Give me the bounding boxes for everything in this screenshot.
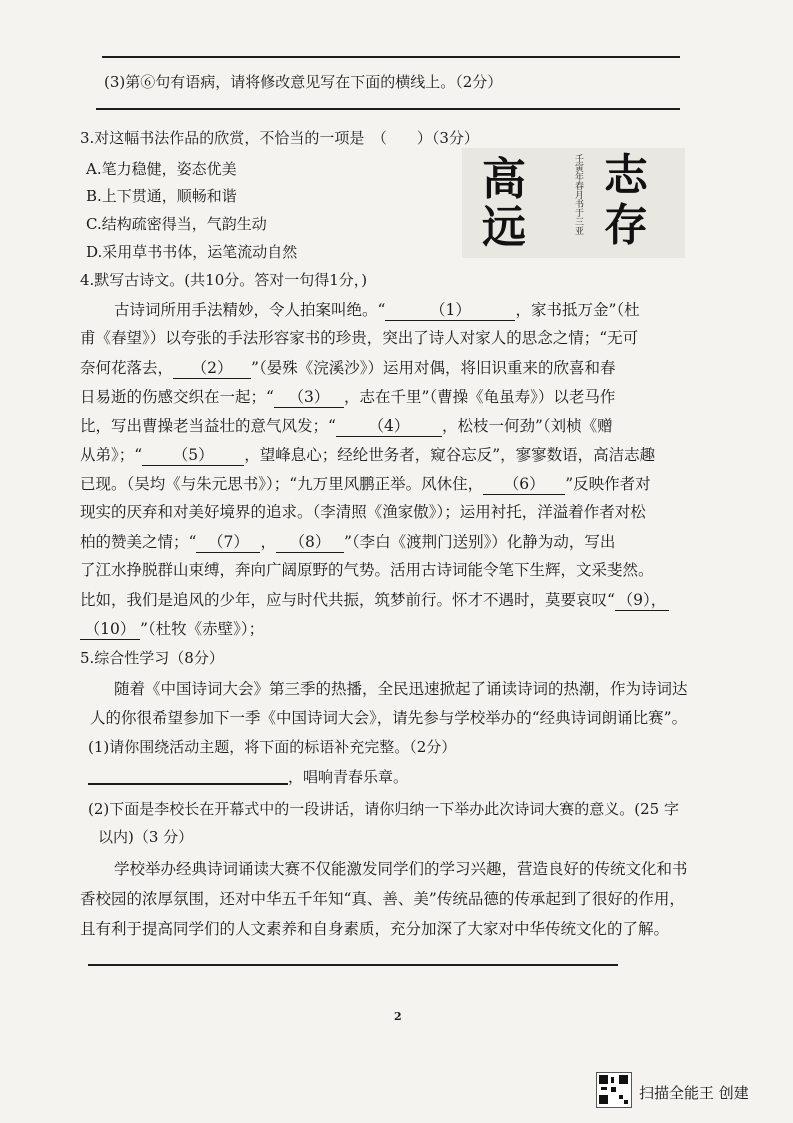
q3-option-d: D.采用草书书体，运笔流动自然 [86,243,298,261]
q4-line-6: 从弟》；“ （5） ，望峰息心；经纶世务者，窥谷忘反”，寥寥数语，高洁志趣 [80,446,656,464]
q5-part-1: (1)请你围绕活动主题，将下面的标语补充完整。（2分） [88,738,457,756]
blank-4[interactable]: （4） [336,418,442,437]
q3-option-c: C.结构疏密得当，气韵生动 [86,215,267,233]
blank-7[interactable]: （7） [196,534,260,553]
calligraphy-signature: 壬寅年春月书于三亚 [573,154,583,235]
q3-stem: 3.对这幅书法作品的欣赏，不恰当的一项是 （ ）（3分） [80,129,479,147]
calligraphy-char: 高 [482,154,526,205]
q5-part-2a: (2)下面是李校长在开幕式中的一段讲话，请你归纳一下举办此次诗词大赛的意义。(25 字 [88,800,679,818]
slogan-end: ，唱响青春乐章。 [288,768,409,786]
scanner-watermark: 扫描全能王 创建 [639,1084,749,1102]
answer-line-q2-3 [96,108,680,110]
q5-intro-2: 人的你很希望参加下一季《中国诗词大会》，请先参与学校举办的“经典诗词朗诵比赛”。 [90,709,688,727]
blank-3[interactable]: （3） [274,389,344,408]
q4-line-10: 了江水挣脱群山束缚，奔向广阔原野的气势。活用古诗词能令笔下生辉，文采斐然。 [80,561,654,579]
q4-line-2: 甫《春望》）以夸张的手法形容家书的珍贵，突出了诗人对家人的思念之情；“无可 [80,329,639,347]
q4-line-7: 已现。（吴均《与朱元思书》）；“九万里风鹏正举。风休住， （6） ”反映作者对 [80,475,651,493]
blank-2[interactable]: （2） [173,360,251,379]
slogan-answer-line[interactable] [88,783,288,785]
blank-5[interactable]: （5） [142,447,244,466]
q3-option-b: B.上下贯通，顺畅和谐 [86,187,237,205]
calligraphy-char: 远 [482,202,526,253]
page-number: 2 [394,1010,402,1023]
calligraphy-image [462,148,685,258]
blank-10[interactable]: （10） [80,621,140,640]
q4-stem: 4.默写古诗文。(共10分。答对一句得1分，) [80,271,368,289]
q4-line-9: 柏的赞美之情；“ （7） ， （8） ”（李白《渡荆门送别》）化静为动，写出 [80,533,616,551]
blank-1[interactable]: （1） [385,302,515,321]
q2-3-prompt: (3)第⑥句有语病，请将修改意见写在下面的横线上。（2分） [104,73,503,91]
answer-line-top [102,56,680,58]
q5-stem: 5.综合性学习（8分） [80,649,224,667]
blank-8[interactable]: （8） [276,534,344,553]
calligraphy-char: 存 [604,200,648,251]
answer-line-q5-2[interactable] [88,964,618,966]
qr-code-icon [596,1072,632,1108]
q5-part-2b: 以内)（3 分） [98,828,194,846]
q4-line-5: 比，写出曹操老当益壮的意气风发；“ （4） ，松枝一何劲”（刘桢《赠 [80,417,613,435]
q4-line-8: 现实的厌弃和对美好境界的追求。（李清照《渔家傲》）；运用衬托，洋溢着作者对松 [80,503,646,521]
q4-line-3: 奈何花落去， （2） ”（晏殊《浣溪沙》）运用对偶，将旧识重来的欣喜和春 [80,359,616,377]
q4-line-4: 日易逝的伤感交织在一起；“ （3） ，志在千里”（曹操《龟虽寿》）以老马作 [80,388,616,406]
blank-9[interactable]: （9）， [615,592,669,611]
speech-line-2: 香校园的浓厚氛围，还对中华五千年知“真、善、美”传统品德的传承起到了很好的作用， [80,890,685,908]
speech-line-1: 学校举办经典诗词诵读大赛不仅能激发同学们的学习兴趣，营造良好的传统文化和书 [114,860,688,878]
q4-line-12: （10） ”（杜牧《赤壁》）； [80,621,264,640]
calligraphy-char: 志 [604,150,648,201]
q3-option-a: A.笔力稳健，姿态优美 [86,160,237,178]
q4-line-1: 古诗词所用手法精妙，令人拍案叫绝。“ （1） ，家书抵万金”（杜 [114,301,640,319]
speech-line-3: 且有利于提高同学们的人文素养和自身素质，充分加深了大家对中华传统文化的了解。 [80,920,670,938]
blank-6[interactable]: （6） [483,476,565,495]
q5-intro-1: 随着《中国诗词大会》第三季的热播，全民迅速掀起了诵读诗词的热潮，作为诗词达 [114,680,688,698]
q4-line-11: 比如，我们是追风的少年，应与时代共振，筑梦前行。怀才不遇时，莫要哀叹“ （9）， [80,592,669,611]
